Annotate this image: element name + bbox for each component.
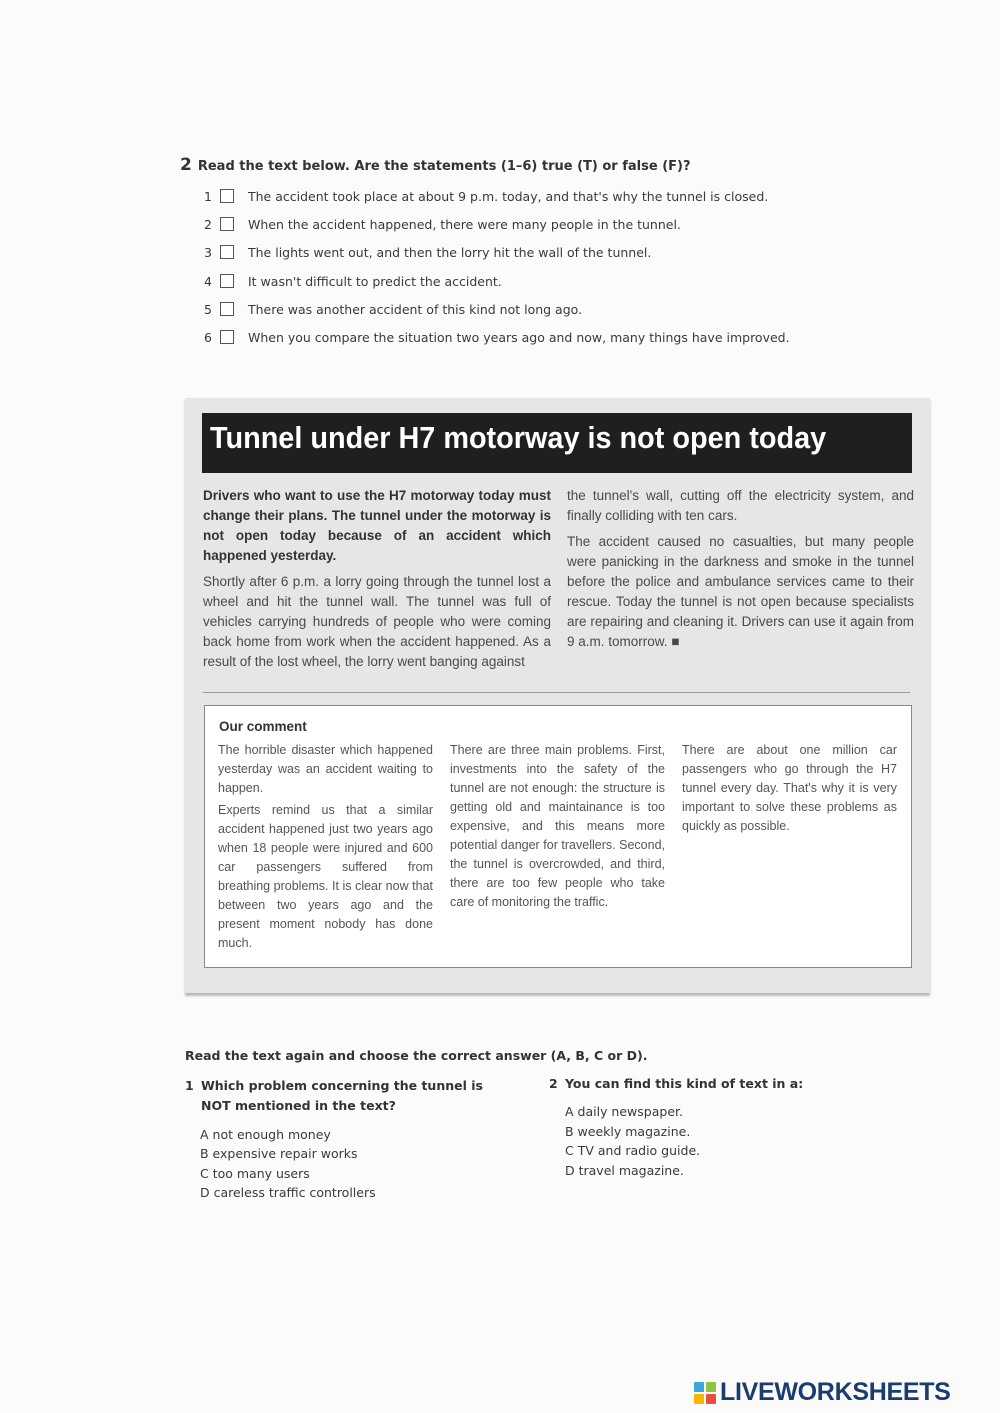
answer-checkbox[interactable] — [220, 274, 234, 288]
statement-row — [200, 299, 582, 319]
comment-title: Our comment — [219, 719, 307, 734]
comment-paragraph: The horrible disaster which happened yesterday was an accident waiting to happen. — [218, 743, 433, 795]
statement-number: 4 — [204, 273, 212, 289]
statement-text: When you compare the situation two years ago and now, many things have improved. — [248, 329, 790, 345]
answer-option[interactable]: A not enough money — [200, 1127, 331, 1142]
logo-square — [706, 1382, 716, 1392]
exercise-instruction — [180, 155, 691, 175]
logo-square — [694, 1394, 704, 1404]
statement-text: The accident took place at about 9 p.m. today, and that's why the tunnel is closed. — [248, 188, 769, 204]
answer-option[interactable]: D travel magazine. — [565, 1163, 684, 1178]
article-headline: Tunnel under H7 motorway is not open today — [210, 420, 827, 455]
answer-option[interactable]: C TV and radio guide. — [565, 1143, 701, 1158]
comment-paragraph: There are about one million car passengers who go through the H7 tunnel every day. That's why it is very important to solve these problems as quickly as possible. — [682, 743, 897, 833]
answer-option[interactable]: A daily newspaper. — [565, 1104, 683, 1119]
statement-text: The lights went out, and then the lorry hit the wall of the tunnel. — [248, 244, 652, 260]
article-paragraph: The accident caused no casualties, but many people were panicking in the darkness and smoke in the tunnel before the police and ambulance services came to their rescue. Today the tunnel is not open because specialists are repairing and cleaning it. Drivers can use it again from 9 a.m. tomorrow. ■ — [567, 534, 914, 649]
article-paragraph: Shortly after 6 p.m. a lorry going through the tunnel lost a wheel and hit the tunnel wall. The tunnel was full of vehicles carrying hundreds of people who were coming back home from work when the accident happened. As a result of the lost wheel, the lorry went banging against — [203, 574, 551, 669]
exercise-instruction-text: Read the text below. Are the statements (1–6) true (T) or false (F)? — [197, 159, 691, 174]
statement-number: 5 — [204, 301, 212, 317]
answer-checkbox[interactable] — [220, 302, 234, 316]
statement-text: When the accident happened, there were many people in the tunnel. — [248, 216, 681, 232]
question-text-line2: NOT mentioned in the text? — [201, 1098, 396, 1113]
comment-paragraph: There are three main problems. First, investments into the safety of the tunnel are not enough: the structure is getting old and maintainance is too expensive, and this means more potential danger for travellers. Second, the tunnel is overcrowded, and third, there are too few people who take care of monitoring the traffic. — [450, 743, 665, 909]
answer-option[interactable]: B weekly magazine. — [565, 1124, 691, 1139]
article-lead: Drivers who want to use the H7 motorway today must change their plans. The tunnel under the motorway is not open today because of an accident which happened yesterday. — [203, 488, 551, 563]
statement-number: 3 — [204, 244, 212, 260]
question-number: 1 — [185, 1078, 194, 1093]
statement-row — [200, 242, 651, 262]
comment-column-1 — [218, 741, 433, 956]
statement-number: 2 — [204, 216, 212, 232]
answer-option[interactable]: C too many users — [200, 1166, 310, 1181]
statement-text: There was another accident of this kind not long ago. — [248, 301, 583, 317]
article-column-right — [567, 486, 914, 658]
logo-text: LIVEWORKSHEETS — [720, 1378, 951, 1406]
question-1-title — [185, 1076, 483, 1116]
question-text-line1: Which problem concerning the tunnel is — [201, 1078, 483, 1093]
reading-instruction: Read the text again and choose the correct answer (A, B, C or D). — [185, 1048, 648, 1063]
liveworksheets-logo-icon — [694, 1382, 716, 1404]
statement-row — [200, 327, 790, 347]
statement-number: 6 — [204, 329, 212, 345]
question-number: 2 — [549, 1076, 558, 1091]
answer-option[interactable]: D careless traffic controllers — [200, 1185, 376, 1200]
answer-checkbox[interactable] — [220, 245, 234, 259]
answer-checkbox[interactable] — [220, 189, 234, 203]
answer-checkbox[interactable] — [220, 330, 234, 344]
logo-square — [694, 1382, 704, 1392]
article-column-left — [203, 486, 551, 678]
answer-option[interactable]: B expensive repair works — [200, 1146, 358, 1161]
question-text-line1: You can find this kind of text in a: — [565, 1076, 804, 1091]
statement-row — [200, 186, 768, 206]
logo-square — [706, 1394, 716, 1404]
comment-column-3 — [682, 741, 897, 839]
statement-text: It wasn't difficult to predict the accident. — [248, 273, 502, 289]
article-divider — [203, 692, 910, 693]
statement-row — [200, 271, 502, 291]
article-paragraph: the tunnel's wall, cutting off the electricity system, and finally colliding with ten cars. — [567, 488, 914, 523]
liveworksheets-logo[interactable] — [694, 1378, 951, 1407]
answer-checkbox[interactable] — [220, 217, 234, 231]
statement-row — [200, 214, 681, 234]
question-2-title — [549, 1074, 803, 1094]
statement-number: 1 — [204, 188, 212, 204]
exercise-number: 2 — [180, 155, 192, 175]
comment-column-2 — [450, 741, 665, 915]
comment-paragraph: Experts remind us that a similar accident happened just two years ago when 18 people were injured and 600 car passengers suffered from breathing problems. It is clear now that between two years ago and the present moment nobody has done much. — [218, 803, 433, 950]
